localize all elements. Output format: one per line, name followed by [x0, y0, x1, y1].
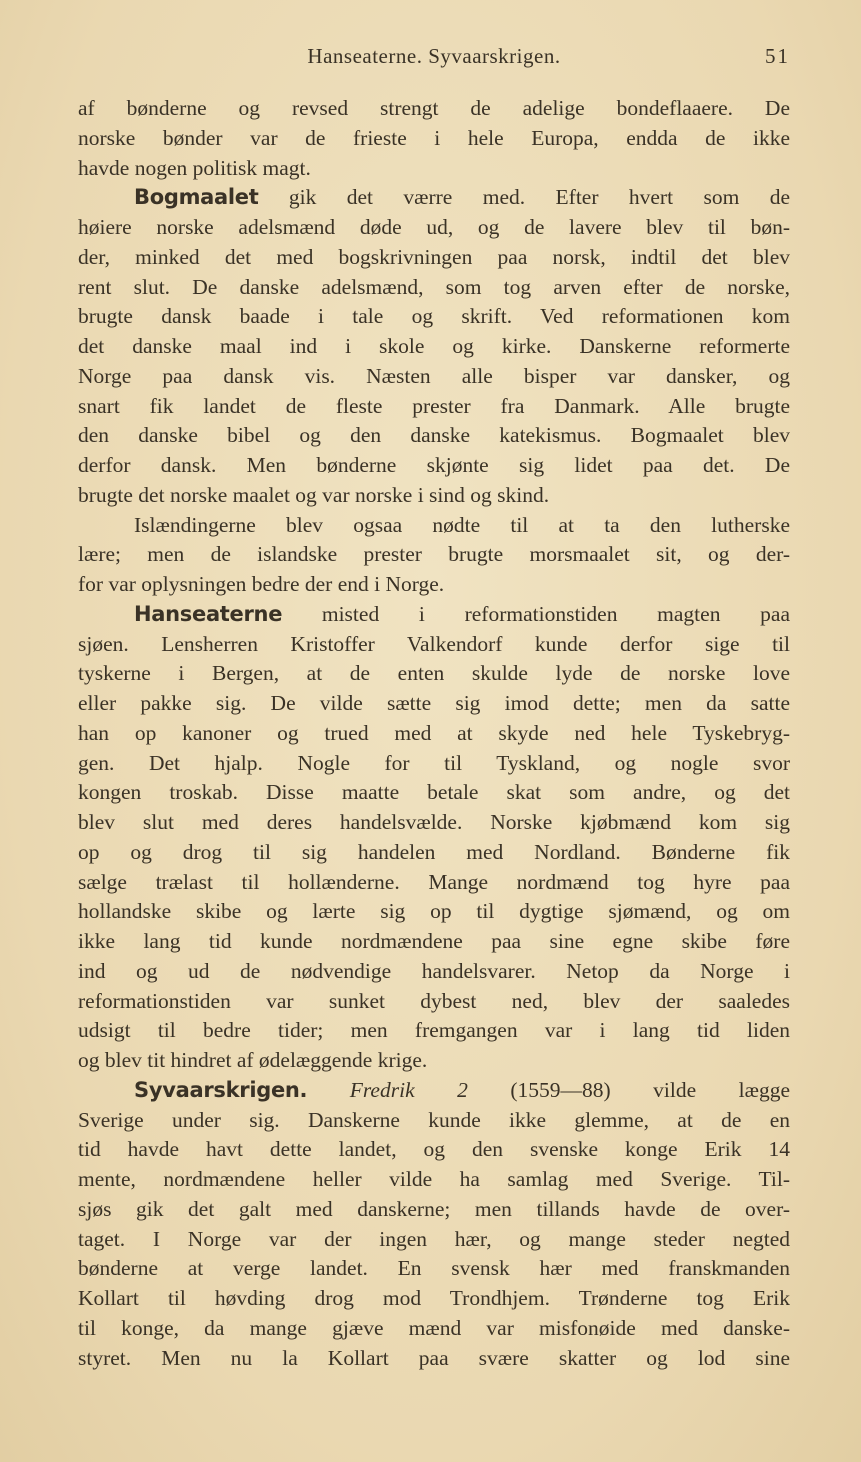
- line-text: gik det værre med. Efter hvert som de: [258, 185, 790, 210]
- line-text: lære; men de islandske prester brugte morsmaalet sit, og der-: [78, 542, 790, 567]
- section-keyword: Syvaarskrigen.: [134, 1077, 308, 1102]
- text-line: [78, 243, 790, 273]
- line-text: hollandske skibe og lærte sig op til dygtige sjømænd, og om: [78, 899, 790, 924]
- text-line: [78, 570, 790, 600]
- text-line: [78, 1225, 790, 1255]
- line-text: mente, nordmændene heller vilde ha samlag med Sverige. Til-: [78, 1167, 790, 1191]
- text-line: [78, 838, 790, 868]
- line-text: rent slut. De danske adelsmænd, som tog arven efter de norske,: [78, 274, 790, 299]
- body-text: [78, 94, 790, 1373]
- line-text: til konge, da mange gjæve mænd var misfonøide med danske-: [78, 1315, 790, 1340]
- line-text: udsigt til bedre tider; men fremgangen var i lang tid liden: [78, 1018, 790, 1043]
- text-line: [78, 1106, 790, 1136]
- line-text: for var oplysningen bedre der end i Norge.: [78, 572, 445, 596]
- line-text: misted i reformationstiden magten paa: [282, 601, 790, 626]
- page-header: [78, 44, 790, 80]
- text-line: [78, 1254, 790, 1284]
- line-text: taget. I Norge var der ingen hær, og mange steder negted: [78, 1226, 790, 1251]
- line-text: derfor dansk. Men bønderne skjønte sig lidet paa det. De: [78, 453, 790, 477]
- running-title: Hanseaterne. Syvaarskrigen.: [307, 44, 561, 68]
- text-line: [78, 183, 790, 213]
- text-line: [78, 1135, 790, 1165]
- text-line: [78, 94, 790, 124]
- text-line: [78, 1016, 790, 1046]
- line-text: gen. Det hjalp. Nogle for til Tyskland, og nogle svor: [78, 750, 790, 775]
- line-text: af bønderne og revsed strengt de adelige bondeflaaere. De: [78, 96, 790, 120]
- page-number: 51: [765, 44, 790, 68]
- line-text: sjøen. Lensherren Kristoffer Valkendorf kunde derfor sige til: [78, 631, 790, 656]
- line-text: reformationstiden var sunket dybest ned, blev der saaledes: [78, 988, 790, 1013]
- text-line: [78, 511, 790, 541]
- line-text: op og drog til sig handelen med Nordland. Bønderne fik: [78, 839, 790, 864]
- text-line: [78, 868, 790, 898]
- line-text: styret. Men nu la Kollart paa svære skatter og lod sine: [78, 1345, 790, 1370]
- text-line: [78, 808, 790, 838]
- text-line: [78, 600, 790, 630]
- line-text: der, minked det med bogskrivningen paa norsk, indtil det blev: [78, 244, 790, 269]
- line-text: brugte dansk baade i tale og skrift. Ved reformationen kom: [78, 304, 790, 329]
- line-text: (1559—88) vilde lægge: [467, 1077, 790, 1102]
- line-text: snart fik landet de fleste prester fra Danmark. Alle brugte: [78, 393, 790, 418]
- line-text: den danske bibel og den danske katekismus. Bogmaalet blev: [78, 423, 790, 448]
- line-text: Norge paa dansk vis. Næsten alle bisper var dansker, og: [78, 363, 790, 388]
- text-line: [78, 987, 790, 1017]
- text-line: [78, 957, 790, 987]
- text-line: [78, 719, 790, 749]
- line-text: sjøs gik det galt med danskerne; men tillands havde de over-: [78, 1196, 790, 1221]
- text-line: [78, 392, 790, 422]
- text-line: [78, 154, 790, 184]
- line-text: Islændingerne blev ogsaa nødte til at ta den lutherske: [134, 512, 790, 537]
- text-line: [78, 302, 790, 332]
- text-line: [78, 1195, 790, 1225]
- text-line: [78, 1314, 790, 1344]
- section-keyword: Hanseaterne: [134, 601, 283, 626]
- line-text: Kollart til høvding drog mod Trondhjem. Trønderne tog Erik: [78, 1286, 790, 1310]
- text-line: [78, 421, 790, 451]
- line-text: og blev tit hindret af ødelæggende krige.: [78, 1048, 428, 1072]
- line-text: tid havde havt dette landet, og den svenske konge Erik 14: [78, 1137, 790, 1162]
- text-line: [78, 778, 790, 808]
- section-keyword: Bogmaalet: [134, 185, 259, 210]
- line-text: høiere norske adelsmænd døde ud, og de lavere blev til bøn-: [78, 215, 790, 239]
- line-text: havde nogen politisk magt.: [78, 155, 311, 180]
- text-line: [78, 124, 790, 154]
- line-text: blev slut med deres handelsvælde. Norske kjøbmænd kom sig: [78, 810, 790, 834]
- line-text: norske bønder var de frieste i hele Europa, endda de ikke: [78, 125, 790, 150]
- text-line: [78, 927, 790, 957]
- line-text: han op kanoner og trued med at skyde ned hele Tyskebryg-: [78, 720, 790, 745]
- text-line: [78, 332, 790, 362]
- text-line: [78, 540, 790, 570]
- line-text: Sverige under sig. Danskerne kunde ikke glemme, at de en: [78, 1107, 790, 1132]
- text-line: [78, 1344, 790, 1374]
- italic-name: Fredrik 2: [349, 1077, 468, 1102]
- text-line: [78, 1284, 790, 1314]
- text-line: [78, 630, 790, 660]
- text-line: [78, 689, 790, 719]
- line-text: eller pakke sig. De vilde sætte sig imod dette; men da satte: [78, 691, 790, 715]
- text-line: [78, 213, 790, 243]
- text-line: [78, 362, 790, 392]
- text-line: [78, 451, 790, 481]
- text-line: [78, 481, 790, 511]
- text-line: [78, 1076, 790, 1106]
- text-line: [78, 897, 790, 927]
- text-line: [78, 273, 790, 303]
- line-text: sælge trælast til hollænderne. Mange nordmænd tog hyre paa: [78, 869, 790, 894]
- text-line: [78, 749, 790, 779]
- line-text: bønderne at verge landet. En svensk hær med franskmanden: [78, 1256, 790, 1281]
- line-text: brugte det norske maalet og var norske i sind og skind.: [78, 482, 550, 507]
- text-line: [78, 1165, 790, 1195]
- line-text: tyskerne i Bergen, at de enten skulde lyde de norske love: [78, 661, 790, 686]
- text-line: [78, 1046, 790, 1076]
- line-text: ikke lang tid kunde nordmændene paa sine egne skibe føre: [78, 929, 790, 953]
- line-text: det danske maal ind i skole og kirke. Danskerne reformerte: [78, 334, 790, 358]
- text-line: [78, 659, 790, 689]
- line-text: ind og ud de nødvendige handelsvarer. Netop da Norge i: [78, 958, 790, 983]
- line-text: kongen troskab. Disse maatte betale skat som andre, og det: [78, 780, 790, 805]
